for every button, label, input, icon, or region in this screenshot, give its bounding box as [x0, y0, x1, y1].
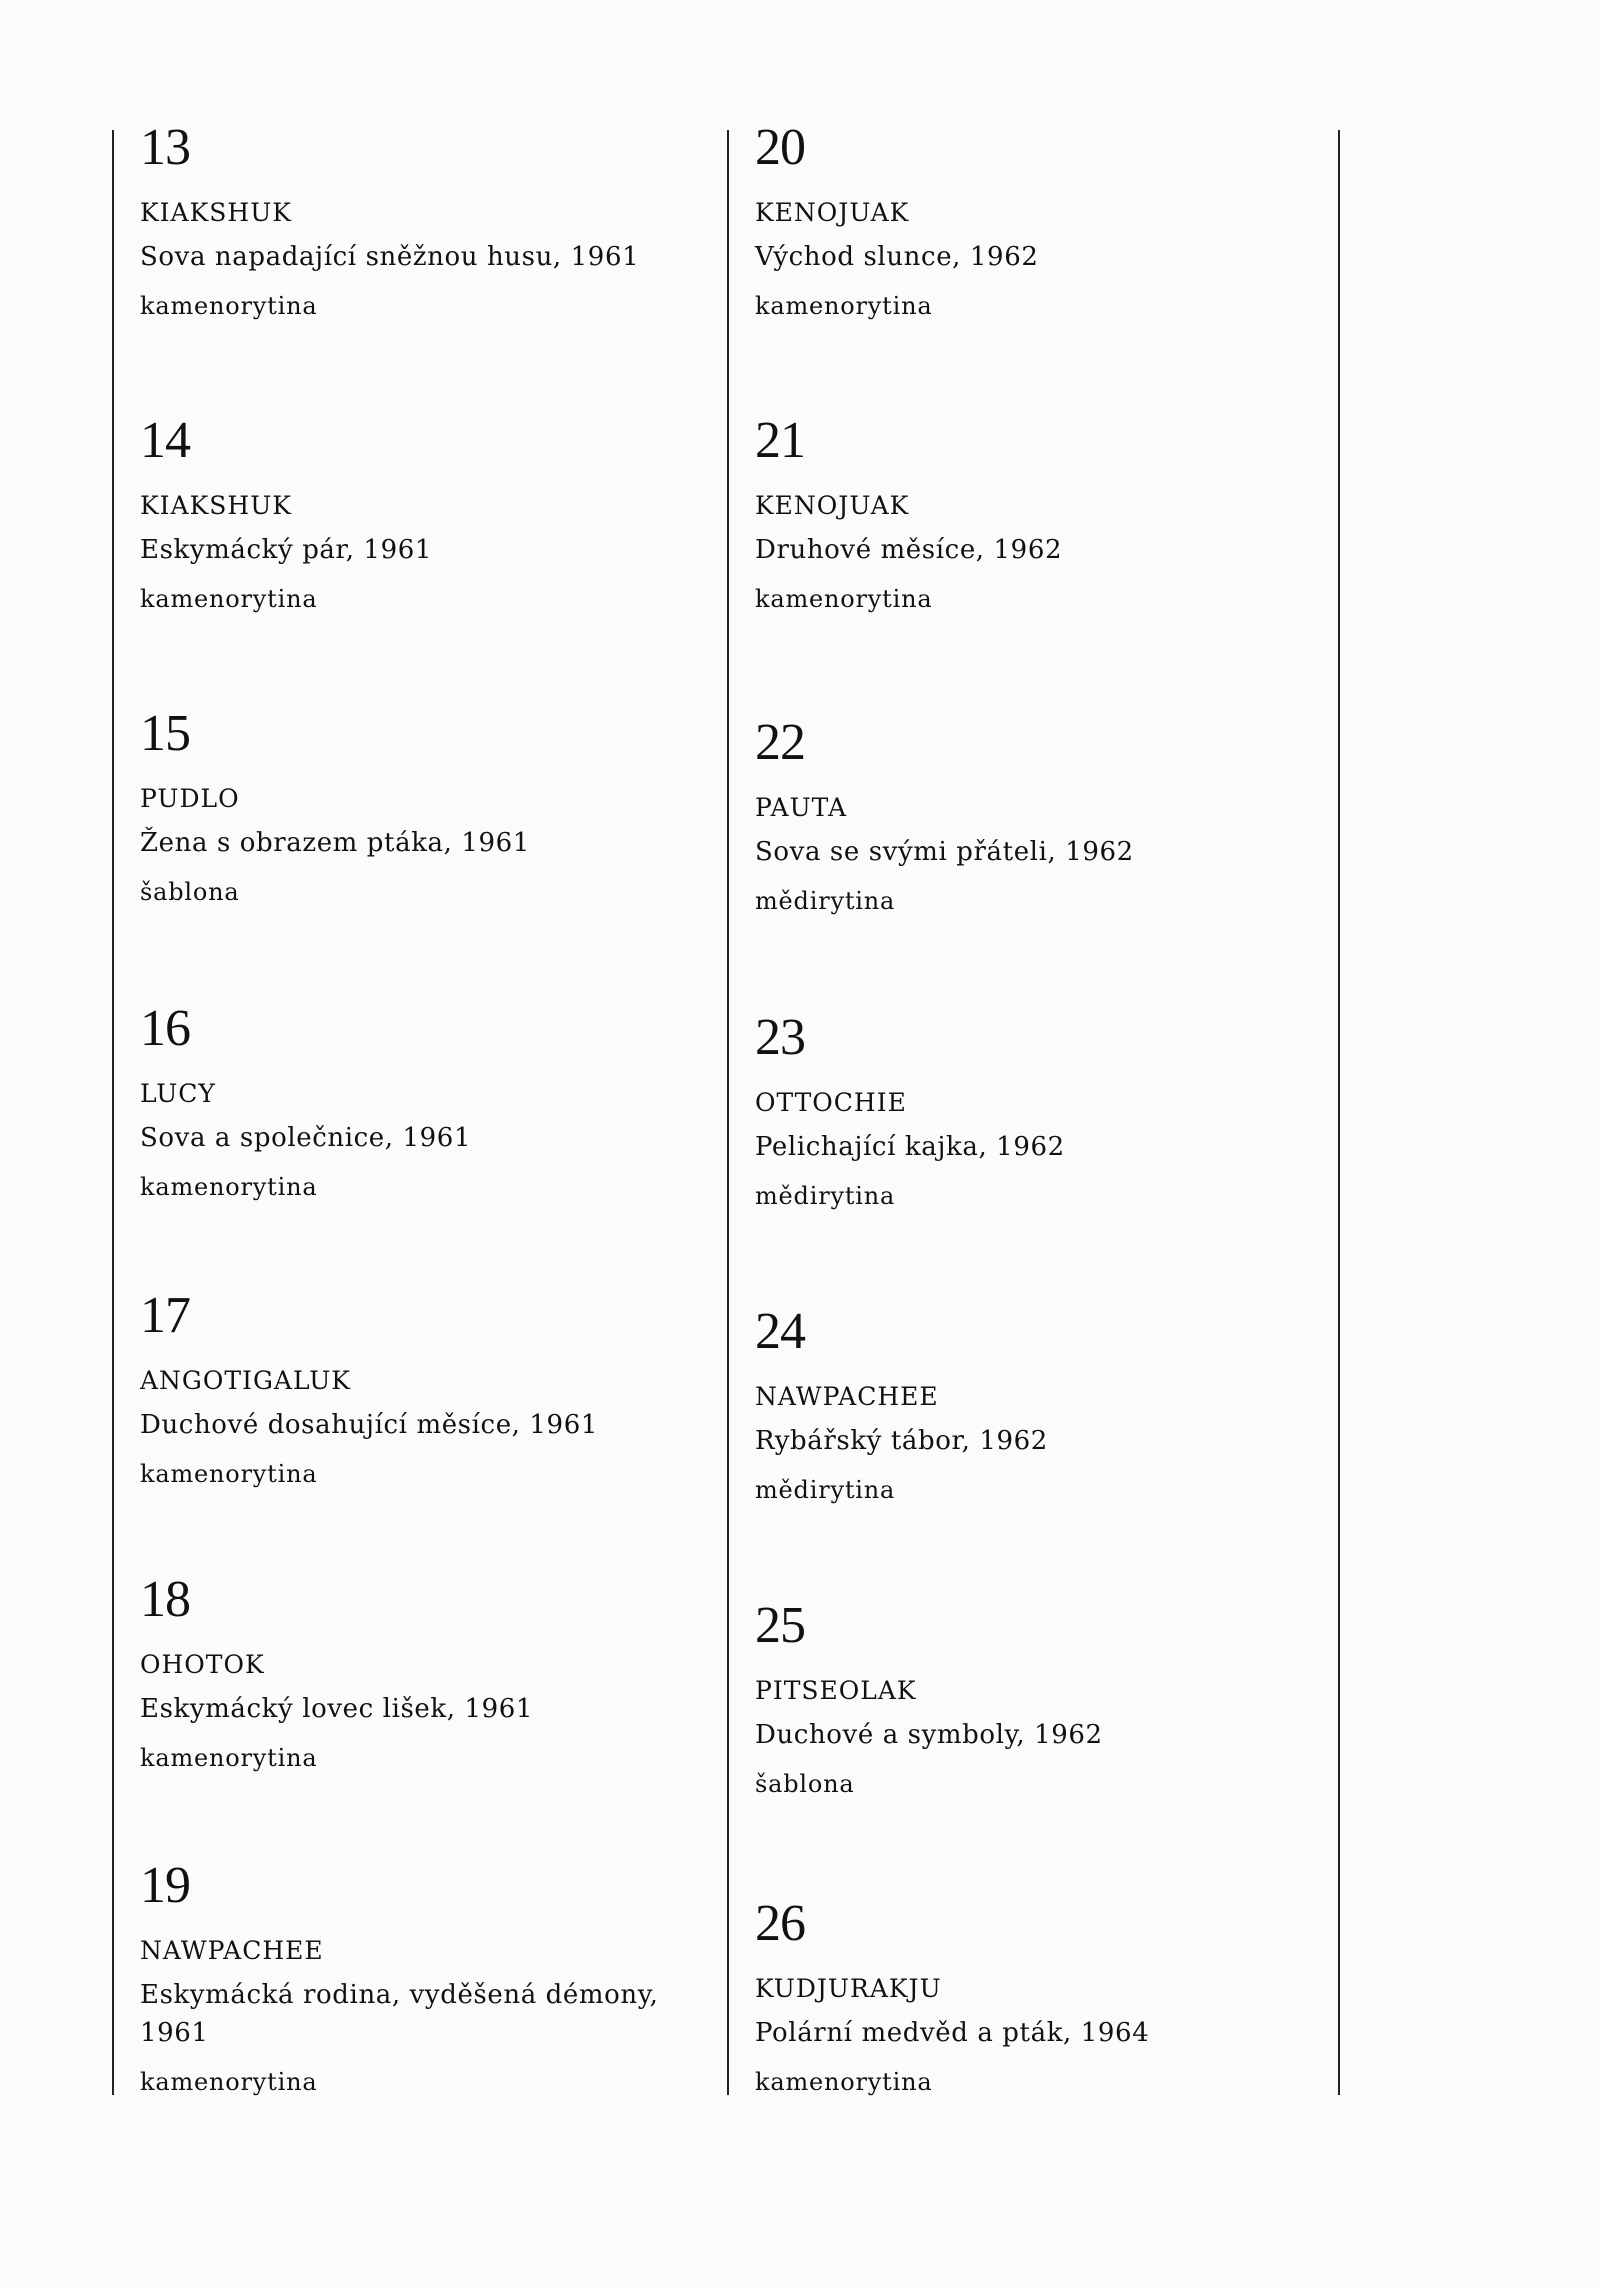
entry-title: Duchové a symboly, 1962	[755, 1720, 1103, 1750]
entry-number: 15	[140, 705, 190, 762]
entry-title: Sova a společnice, 1961	[140, 1123, 472, 1153]
entry-title: Východ slunce, 1962	[755, 242, 1039, 272]
catalog-entry	[755, 1597, 1325, 1800]
entry-technique: šablona	[755, 1770, 855, 1798]
entry-number: 13	[140, 119, 190, 176]
entry-number: 18	[140, 1571, 190, 1628]
catalog-entry	[755, 412, 1325, 615]
entry-title: Sova napadající sněžnou husu, 1961	[140, 242, 640, 272]
entry-title: Eskymácký lovec lišek, 1961	[140, 1694, 534, 1724]
entry-number: 24	[755, 1303, 805, 1360]
entry-number: 23	[755, 1009, 805, 1066]
catalog-entry	[140, 1571, 710, 1774]
entry-number: 21	[755, 412, 805, 469]
entry-title: Eskymácká rodina, vyděšená démony, 1961	[140, 1980, 659, 2048]
entry-title: Žena s obrazem ptáka, 1961	[140, 828, 530, 858]
entry-technique: mědirytina	[755, 1182, 896, 1210]
catalog-entry	[755, 1895, 1325, 2098]
entry-title: Pelichající kajka, 1962	[755, 1132, 1065, 1162]
entry-artist: KENOJUAK	[755, 198, 910, 227]
entry-technique: kamenorytina	[755, 292, 933, 320]
entry-artist: PUDLO	[140, 784, 240, 813]
entry-technique: kamenorytina	[140, 1173, 318, 1201]
entry-title: Eskymácký pár, 1961	[140, 535, 433, 565]
entry-technique: kamenorytina	[140, 585, 318, 613]
left-rule	[112, 130, 114, 2095]
entry-technique: šablona	[140, 878, 240, 906]
entry-title: Sova se svými přáteli, 1962	[755, 837, 1134, 867]
catalog-entry	[755, 714, 1325, 917]
entry-artist: KUDJURAKJU	[755, 1974, 942, 2003]
entry-artist: KIAKSHUK	[140, 198, 292, 227]
entry-artist: PITSEOLAK	[755, 1676, 917, 1705]
catalog-entry	[140, 119, 710, 322]
entry-title: Polární medvěd a pták, 1964	[755, 2018, 1150, 2048]
entry-technique: kamenorytina	[140, 1460, 318, 1488]
middle-rule	[727, 130, 729, 2095]
right-rule	[1338, 130, 1340, 2095]
entry-number: 25	[755, 1597, 805, 1654]
entry-artist: PAUTA	[755, 793, 848, 822]
entry-technique: mědirytina	[755, 1476, 896, 1504]
entry-technique: kamenorytina	[140, 2068, 318, 2096]
entry-number: 26	[755, 1895, 805, 1952]
entry-artist: NAWPACHEE	[755, 1382, 939, 1411]
entry-artist: OHOTOK	[140, 1650, 265, 1679]
catalog-entry	[140, 1287, 710, 1490]
entry-title: Rybářský tábor, 1962	[755, 1426, 1048, 1456]
entry-technique: kamenorytina	[755, 585, 933, 613]
catalog-entry	[140, 705, 710, 908]
catalog-entry	[140, 1000, 710, 1203]
entry-title: Duchové dosahující měsíce, 1961	[140, 1410, 598, 1440]
entry-technique: mědirytina	[755, 887, 896, 915]
entry-artist: ANGOTIGALUK	[140, 1366, 351, 1395]
catalog-entry	[755, 119, 1325, 322]
entry-artist: NAWPACHEE	[140, 1936, 324, 1965]
entry-artist: OTTOCHIE	[755, 1088, 907, 1117]
entry-number: 16	[140, 1000, 190, 1057]
catalog-entry	[755, 1303, 1325, 1506]
entry-number: 22	[755, 714, 805, 771]
entry-artist: KENOJUAK	[755, 491, 910, 520]
entry-number: 17	[140, 1287, 190, 1344]
entry-technique: kamenorytina	[755, 2068, 933, 2096]
catalog-entry	[140, 1857, 710, 2098]
entry-title: Druhové měsíce, 1962	[755, 535, 1063, 565]
entry-number: 14	[140, 412, 190, 469]
catalog-entry	[755, 1009, 1325, 1212]
entry-artist: LUCY	[140, 1079, 216, 1108]
entry-number: 19	[140, 1857, 190, 1914]
entry-number: 20	[755, 119, 805, 176]
entry-artist: KIAKSHUK	[140, 491, 292, 520]
entry-technique: kamenorytina	[140, 1744, 318, 1772]
entry-technique: kamenorytina	[140, 292, 318, 320]
catalog-entry	[140, 412, 710, 615]
